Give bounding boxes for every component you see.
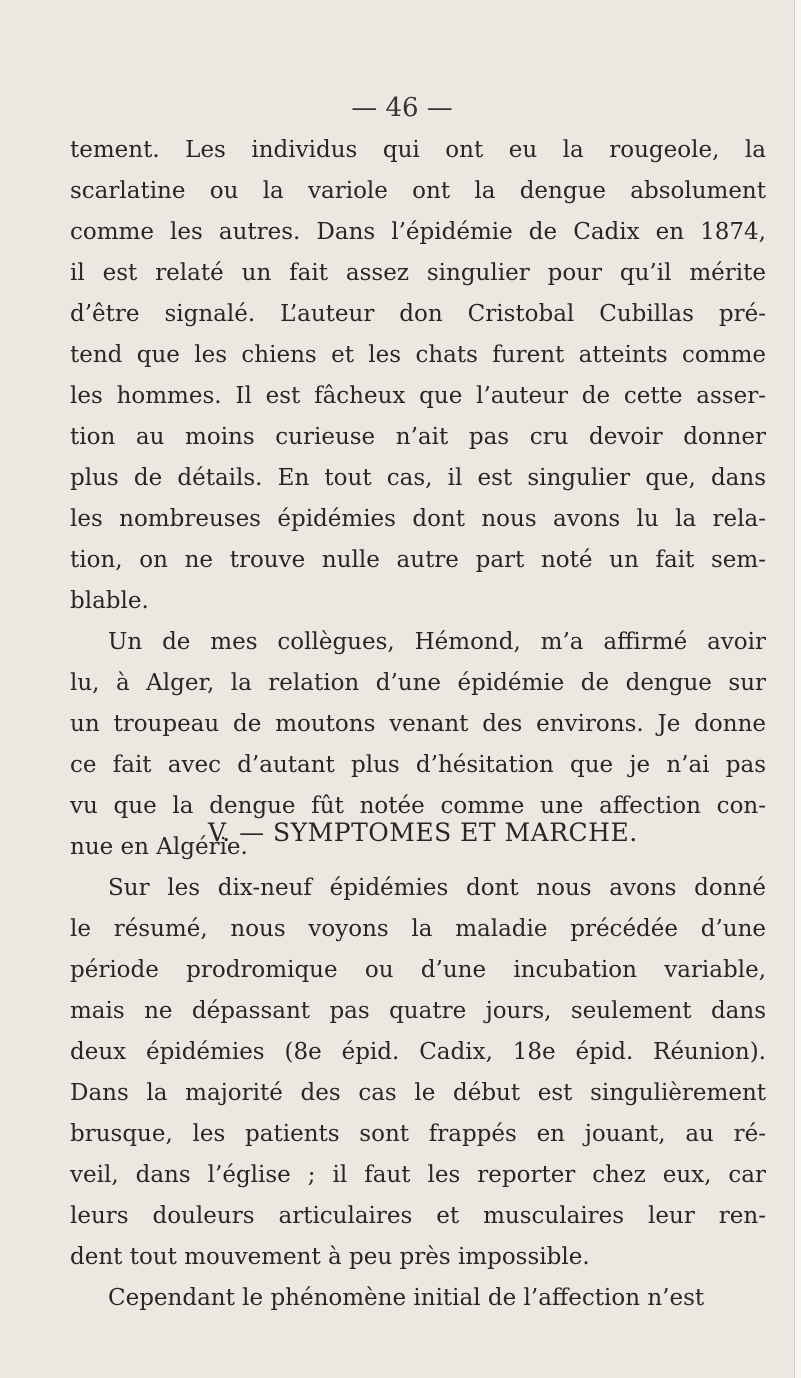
text-line: tion, on ne trouve nulle autre part noté un fait sem-: [70, 547, 766, 573]
text-line: Dans la majorité des cas le début est singulièrement: [70, 1080, 766, 1106]
text-line: comme les autres. Dans l’épidémie de Cadix en 1874,: [70, 219, 766, 245]
text-line: plus de détails. En tout cas, il est singulier que, dans: [70, 465, 766, 491]
text-line: ce fait avec d’autant plus d’hésitation que je n’ai pas: [70, 752, 766, 778]
text-line: un troupeau de moutons venant des environs. Je donne: [70, 711, 766, 737]
text-line: dent tout mouvement à peu près impossible.: [70, 1244, 590, 1270]
text-line: vu que la dengue fût notée comme une affection con-: [70, 793, 766, 819]
text-line: Un de mes collègues, Hémond, m’a affirmé avoir: [108, 629, 766, 655]
text-line: nue en Algérie.: [70, 834, 248, 860]
page-edge: [794, 0, 801, 1378]
text-line: période prodromique ou d’une incubation variable,: [70, 957, 766, 983]
text-line: veil, dans l’église ; il faut les reporter chez eux, car: [70, 1162, 766, 1188]
text-line: tement. Les individus qui ont eu la rougeole, la: [70, 137, 766, 163]
text-line: brusque, les patients sont frappés en jouant, au ré-: [70, 1121, 766, 1147]
text-line: Sur les dix-neuf épidémies dont nous avons donné: [108, 875, 766, 901]
section-heading: V. — SYMPTOMES ET MARCHE.: [208, 818, 638, 847]
text-line: scarlatine ou la variole ont la dengue absolument: [70, 178, 766, 204]
text-line: blable.: [70, 588, 149, 614]
text-line: les nombreuses épidémies dont nous avons lu la rela-: [70, 506, 766, 532]
text-line: tend que les chiens et les chats furent atteints comme: [70, 342, 766, 368]
page-number: — 46 —: [351, 93, 453, 123]
text-line: il est relaté un fait assez singulier pour qu’il mérite: [70, 260, 766, 286]
text-line: lu, à Alger, la relation d’une épidémie de dengue sur: [70, 670, 766, 696]
text-line: leurs douleurs articulaires et musculaires leur ren-: [70, 1203, 766, 1229]
text-line: mais ne dépassant pas quatre jours, seulement dans: [70, 998, 766, 1024]
text-line: le résumé, nous voyons la maladie précédée d’une: [70, 916, 766, 942]
text-block-top: [70, 130, 766, 868]
text-line: les hommes. Il est fâcheux que l’auteur de cette asser-: [70, 383, 766, 409]
text-line: tion au moins curieuse n’ait pas cru devoir donner: [70, 424, 766, 450]
text-block-bottom: [70, 868, 766, 1319]
text-line: Cependant le phénomène initial de l’affection n’est: [108, 1285, 705, 1311]
text-line: deux épidémies (8e épid. Cadix, 18e épid. Réunion).: [70, 1039, 766, 1065]
text-line: d’être signalé. L’auteur don Cristobal Cubillas pré-: [70, 301, 766, 327]
